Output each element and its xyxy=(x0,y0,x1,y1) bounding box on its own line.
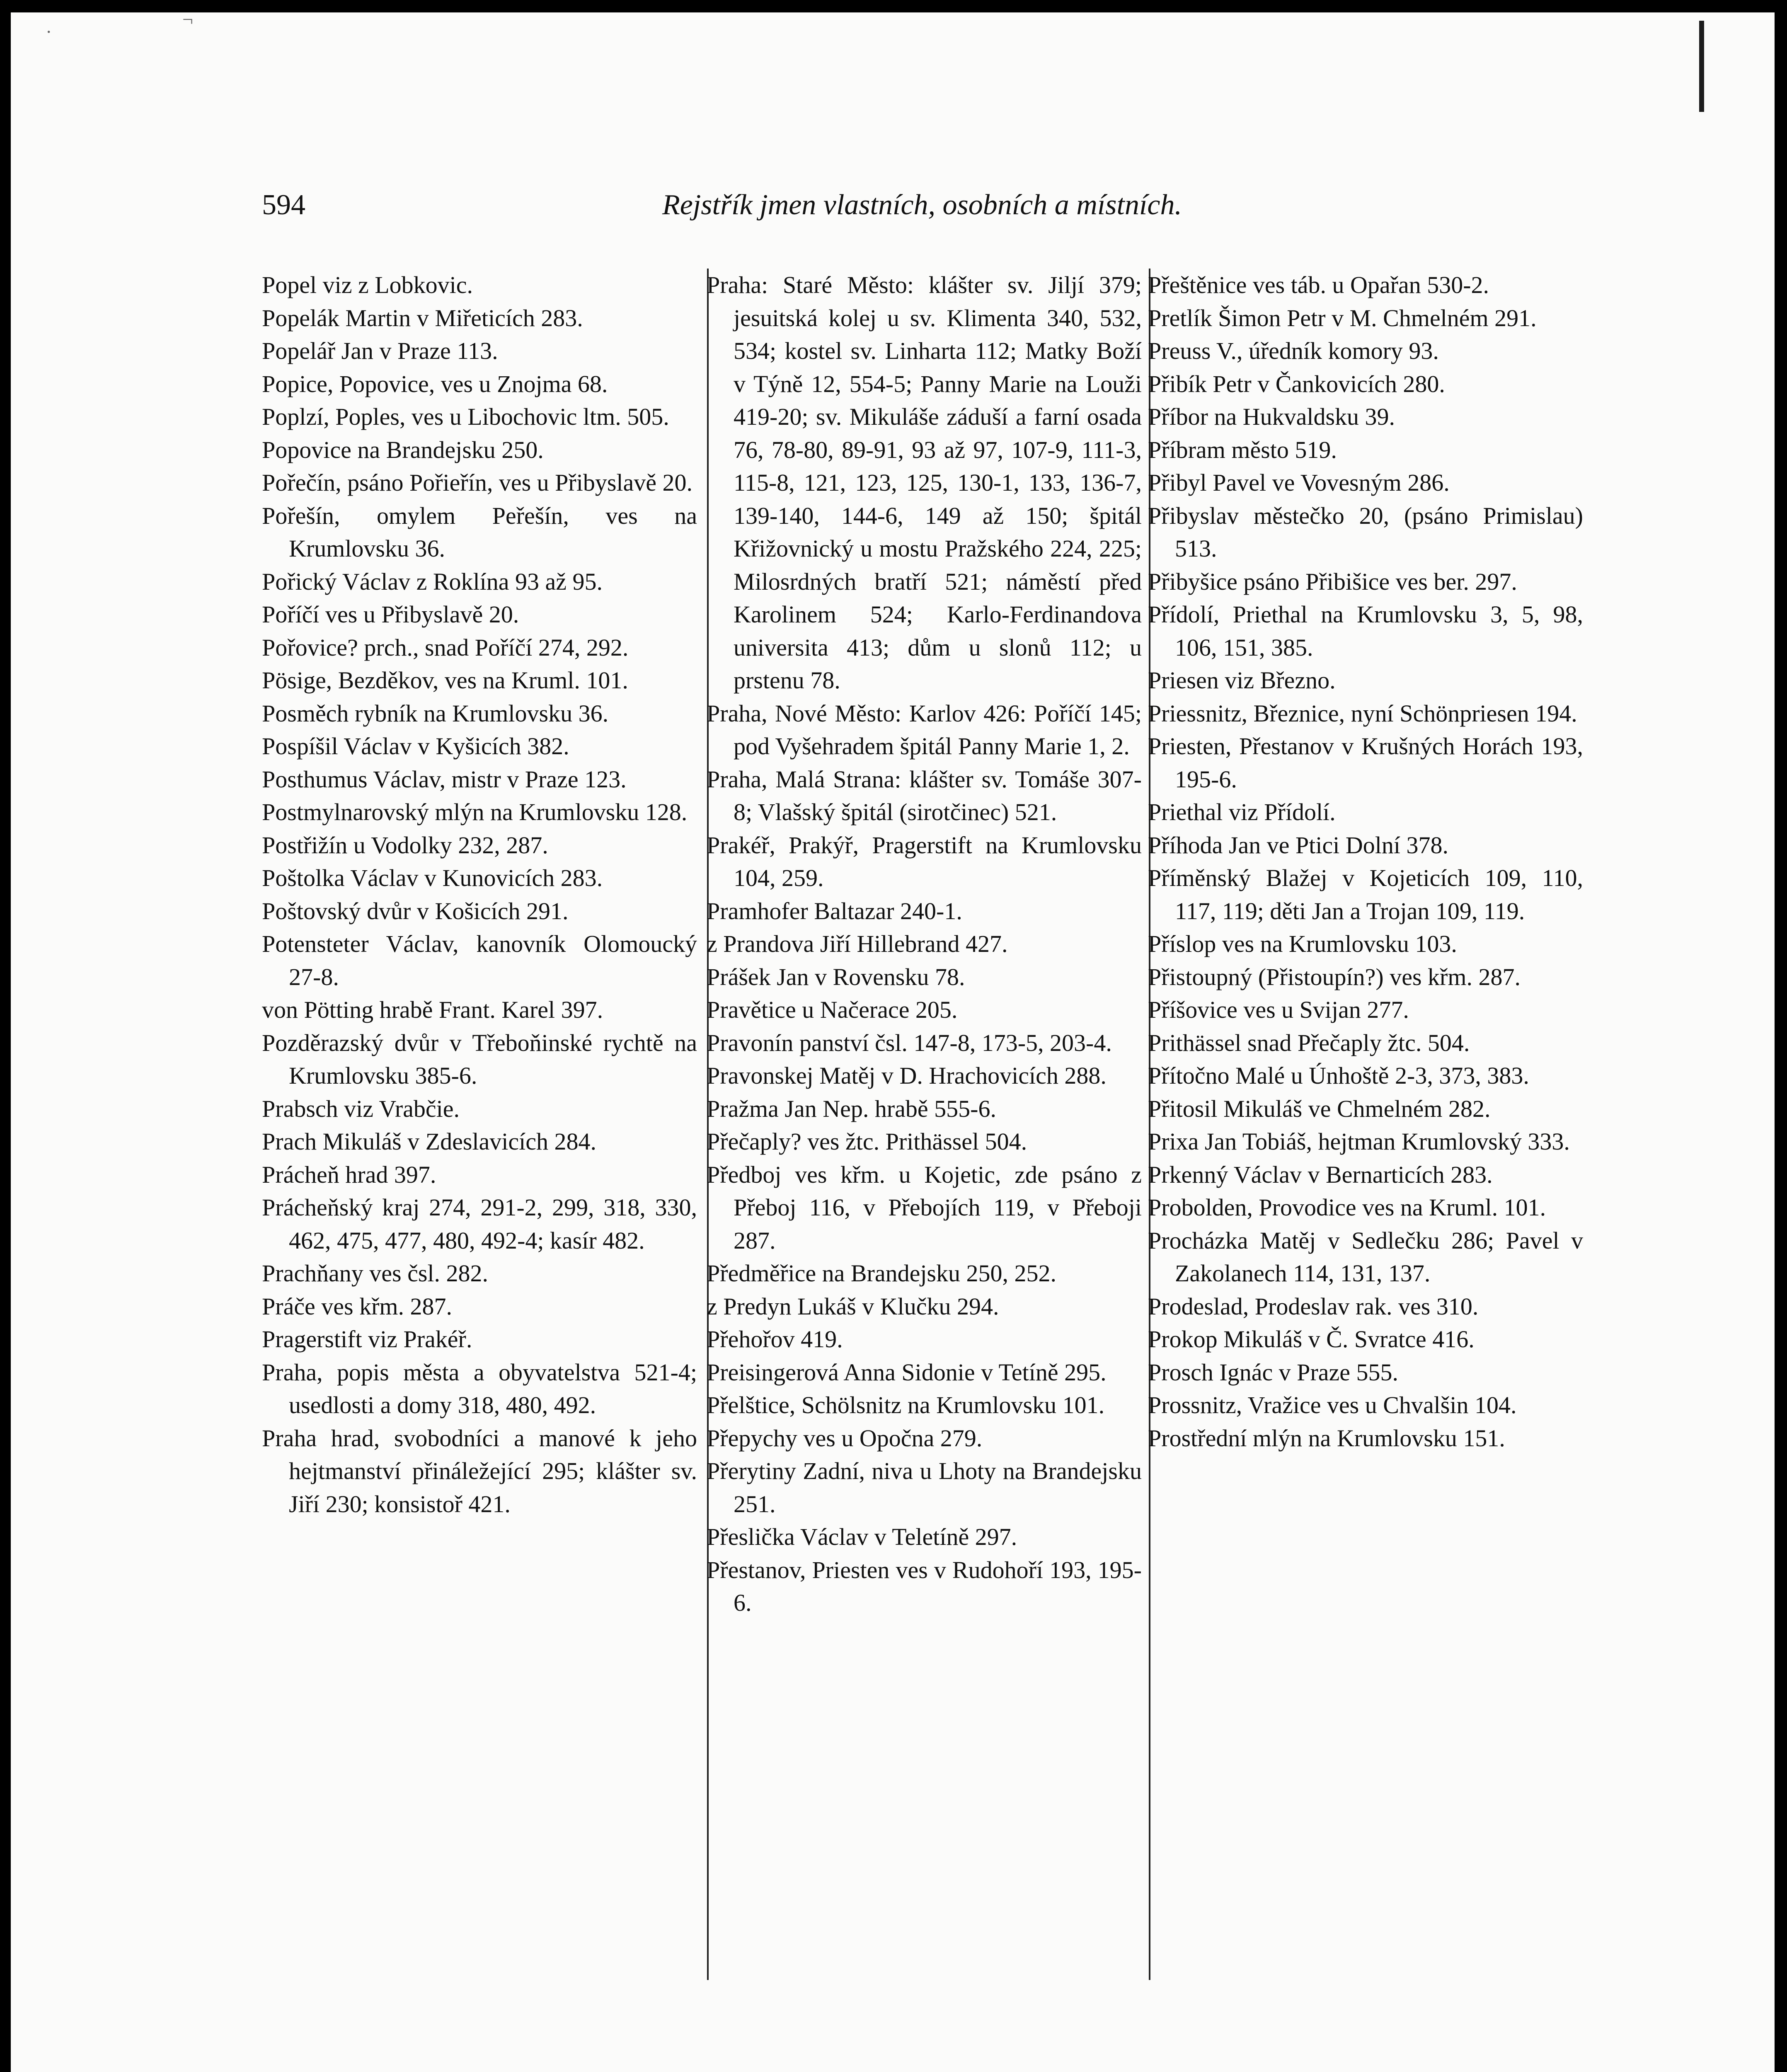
index-entry: Praha: Staré Město: klášter sv. Jiljí 379; jesuitská kolej u sv. Klimenta 340, 532, 534; kostel sv. Linharta 112; Matky Boží v Týně 12, 554-5; Panny Marie na Louži 419-20; sv. Mikuláše záduší a farní osada 76, 78-80, 89-91, 93 až 97, 107-9, 111-3, 115-8, 121, 123, 125, 130-1, 133, 136-7, 139-140, 144-6, 149 až 150; špitál Křižovnický u mostu Pražského 224, 225; Milosrdných bratří 521; náměstí před Karolinem 524; Karlo-Ferdinandova universita 413; dům u slonů 112; u prstenu 78. xyxy=(707,271,1142,694)
index-entry: Přítočno Malé u Únhoště 2-3, 373, 383. xyxy=(1148,1062,1529,1089)
index-entry: Pravonskej Matěj v D. Hrachovicích 288. xyxy=(707,1062,1107,1089)
index-entry: Příslop ves na Krumlovsku 103. xyxy=(1148,930,1457,957)
running-title: Rejstřík jmen vlastních, osobních a místních. xyxy=(662,189,1182,221)
index-column-3 xyxy=(1148,269,1583,1455)
index-entry: Přibyslav městečko 20, (psáno Primislau) 513. xyxy=(1148,502,1583,562)
index-entry: Přečaply? ves žtc. Prithässel 504. xyxy=(707,1128,1027,1155)
index-entry: Příšovice ves u Svijan 277. xyxy=(1148,996,1409,1023)
index-entry: Pražma Jan Nep. hrabě 555-6. xyxy=(707,1095,996,1122)
index-entry: Popelář Jan v Praze 113. xyxy=(262,337,498,364)
index-entry: Preuss V., úředník komory 93. xyxy=(1148,337,1439,364)
index-entry: Pragerstift viz Prakéř. xyxy=(262,1326,472,1353)
index-entry: Preisingerová Anna Sidonie v Tetíně 295. xyxy=(707,1358,1107,1386)
index-entry: Posthumus Václav, mistr v Praze 123. xyxy=(262,765,627,793)
index-entry: Prachňany ves čsl. 282. xyxy=(262,1260,489,1287)
index-column-2 xyxy=(707,269,1142,1619)
index-entry: Přídolí, Priethal na Krumlovsku 3, 5, 98, 106, 151, 385. xyxy=(1148,601,1583,661)
index-entry: z Prandova Jiří Hillebrand 427. xyxy=(707,930,1008,957)
index-entry: Prácheň hrad 397. xyxy=(262,1161,436,1188)
index-entry: Přistoupný (Přistoupín?) ves křm. 287. xyxy=(1148,963,1521,990)
index-entry: Prostřední mlýn na Krumlovsku 151. xyxy=(1148,1424,1505,1452)
index-entry: Prakéř, Prakýř, Pragerstift na Krumlovsku 104, 259. xyxy=(707,831,1142,891)
index-entry: Priethal viz Přídolí. xyxy=(1148,799,1336,825)
index-entry: Priesten, Přestanov v Krušných Horách 193, 195-6. xyxy=(1148,733,1583,793)
index-entry: Příbram město 519. xyxy=(1148,436,1337,463)
scan-artifact-mark: ¬ xyxy=(182,9,193,30)
index-entry: Potensteter Václav, kanovník Olomoucký 27-8. xyxy=(262,930,697,990)
index-entry: Práče ves křm. 287. xyxy=(262,1293,453,1320)
index-entry: Priesen viz Březno. xyxy=(1148,667,1336,694)
index-entry: Pravonín panství čsl. 147-8, 173-5, 203-4. xyxy=(707,1029,1112,1056)
index-entry: Přehořov 419. xyxy=(707,1326,843,1353)
index-entry: Postřižín u Vodolky 232, 287. xyxy=(262,831,548,859)
scan-artifact-mark: · xyxy=(46,21,52,42)
index-entry: Pořický Václav z Roklína 93 až 95. xyxy=(262,568,603,595)
index-entry: Prácheňský kraj 274, 291-2, 299, 318, 330, 462, 475, 477, 480, 492-4; kasír 482. xyxy=(262,1194,697,1254)
index-entry: Popice, Popovice, ves u Znojma 68. xyxy=(262,370,608,397)
scan-edge-mark xyxy=(1699,21,1704,112)
index-entry: Příměnský Blažej v Kojeticích 109, 110, 117, 119; děti Jan a Trojan 109, 119. xyxy=(1148,864,1583,925)
index-entry: Procházka Matěj v Sedlečku 286; Pavel v Zakolanech 114, 131, 137. xyxy=(1148,1227,1583,1287)
index-entry: Přeslička Václav v Teletíně 297. xyxy=(707,1523,1017,1550)
index-entry: Pramhofer Baltazar 240-1. xyxy=(707,897,962,925)
index-entry: Pösige, Bezděkov, ves na Kruml. 101. xyxy=(262,667,628,694)
index-entry: von Pötting hrabě Frant. Karel 397. xyxy=(262,996,603,1023)
index-entry: Praha hrad, svobodníci a manové k jeho hejtmanství přináležející 295; klášter sv. Jiří 230; konsistoř 421. xyxy=(262,1424,697,1518)
index-entry: Popovice na Brandejsku 250. xyxy=(262,436,544,463)
index-entry: Prabsch viz Vrabčie. xyxy=(262,1095,460,1122)
index-entry: Pozděrazský dvůr v Třeboňinské rychtě na Krumlovsku 385-6. xyxy=(262,1029,697,1089)
index-entry: z Predyn Lukáš v Klučku 294. xyxy=(707,1293,999,1320)
index-entry: Poštovský dvůr v Košicích 291. xyxy=(262,897,569,925)
index-entry: Předboj ves křm. u Kojetic, zde psáno z Přeboj 116, v Přebojích 119, v Přeboji 287. xyxy=(707,1161,1142,1254)
index-entry: Pretlík Šimon Petr v M. Chmelném 291. xyxy=(1148,304,1537,332)
index-entry: Prossnitz, Vražice ves u Chvalšin 104. xyxy=(1148,1392,1517,1418)
index-entry: Prokop Mikuláš v Č. Svratce 416. xyxy=(1148,1326,1475,1353)
index-entry: Pospíšil Václav v Kyšicích 382. xyxy=(262,733,569,760)
index-entry: Přibyšice psáno Přibišice ves ber. 297. xyxy=(1148,568,1517,595)
index-entry: Prodeslad, Prodeslav rak. ves 310. xyxy=(1148,1293,1479,1320)
index-entry: Priessnitz, Březnice, nyní Schönpriesen 194. xyxy=(1148,700,1577,727)
index-entry: Probolden, Provodice ves na Kruml. 101. xyxy=(1148,1194,1546,1221)
index-entry: Postmylnarovský mlýn na Krumlovsku 128. xyxy=(262,799,688,825)
index-entry: Praha, Nové Město: Karlov 426: Poříčí 145; pod Vyšehradem špitál Panny Marie 1, 2. xyxy=(707,700,1142,760)
index-entry: Prosch Ignác v Praze 555. xyxy=(1148,1358,1398,1386)
index-entry: Prithässel snad Přečaply žtc. 504. xyxy=(1148,1029,1470,1056)
index-entry: Poříčí ves u Přibyslavě 20. xyxy=(262,601,519,628)
index-entry: Poštolka Václav v Kunovicích 283. xyxy=(262,864,603,891)
page-number: 594 xyxy=(262,189,305,221)
index-entry: Praha, popis města a obyvatelstva 521-4; usedlosti a domy 318, 480, 492. xyxy=(262,1358,697,1418)
index-entry: Prach Mikuláš v Zdeslavicích 284. xyxy=(262,1128,596,1155)
index-entry: Přitosil Mikuláš ve Chmelném 282. xyxy=(1148,1095,1491,1122)
index-entry: Přestanov, Priesten ves v Rudohoří 193, 195-6. xyxy=(707,1556,1142,1616)
index-entry: Popel viz z Lobkovic. xyxy=(262,271,473,298)
index-entry: Přerytiny Zadní, niva u Lhoty na Brandejsku 251. xyxy=(707,1457,1142,1518)
index-entry: Příbor na Hukvaldsku 39. xyxy=(1148,403,1395,430)
index-entry: Přibík Petr v Čankovicích 280. xyxy=(1148,370,1445,397)
index-entry: Popelák Martin v Miřeticích 283. xyxy=(262,304,583,332)
index-column-1 xyxy=(262,269,697,1520)
index-entry: Praha, Malá Strana: klášter sv. Tomáše 307-8; Vlašský špitál (sirotčinec) 521. xyxy=(707,765,1142,825)
index-entry: Pořovice? prch., snad Poříčí 274, 292. xyxy=(262,634,629,661)
index-entry: Pořečín, psáno Pořieřín, ves u Přibyslavě 20. xyxy=(262,469,693,496)
index-entry: Příhoda Jan ve Ptici Dolní 378. xyxy=(1148,831,1448,859)
index-entry: Poplzí, Poples, ves u Libochovic ltm. 505. xyxy=(262,403,669,430)
index-entry: Přeštěnice ves táb. u Opařan 530-2. xyxy=(1148,271,1489,298)
index-entry: Pravětice u Načerace 205. xyxy=(707,996,958,1023)
index-entry: Prášek Jan v Rovensku 78. xyxy=(707,963,965,990)
index-entry: Předměřice na Brandejsku 250, 252. xyxy=(707,1260,1057,1287)
index-entry: Přibyl Pavel ve Vovesným 286. xyxy=(1148,469,1450,496)
index-entry: Prixa Jan Tobiáš, hejtman Krumlovský 333. xyxy=(1148,1128,1570,1155)
index-entry: Posměch rybník na Krumlovsku 36. xyxy=(262,700,609,727)
index-entry: Přepychy ves u Opočna 279. xyxy=(707,1424,983,1452)
index-entry: Prkenný Václav v Bernarticích 283. xyxy=(1148,1161,1493,1188)
index-entry: Přelštice, Schölsnitz na Krumlovsku 101. xyxy=(707,1392,1105,1418)
index-entry: Pořešín, omylem Peřešín, ves na Krumlovsku 36. xyxy=(262,502,697,562)
